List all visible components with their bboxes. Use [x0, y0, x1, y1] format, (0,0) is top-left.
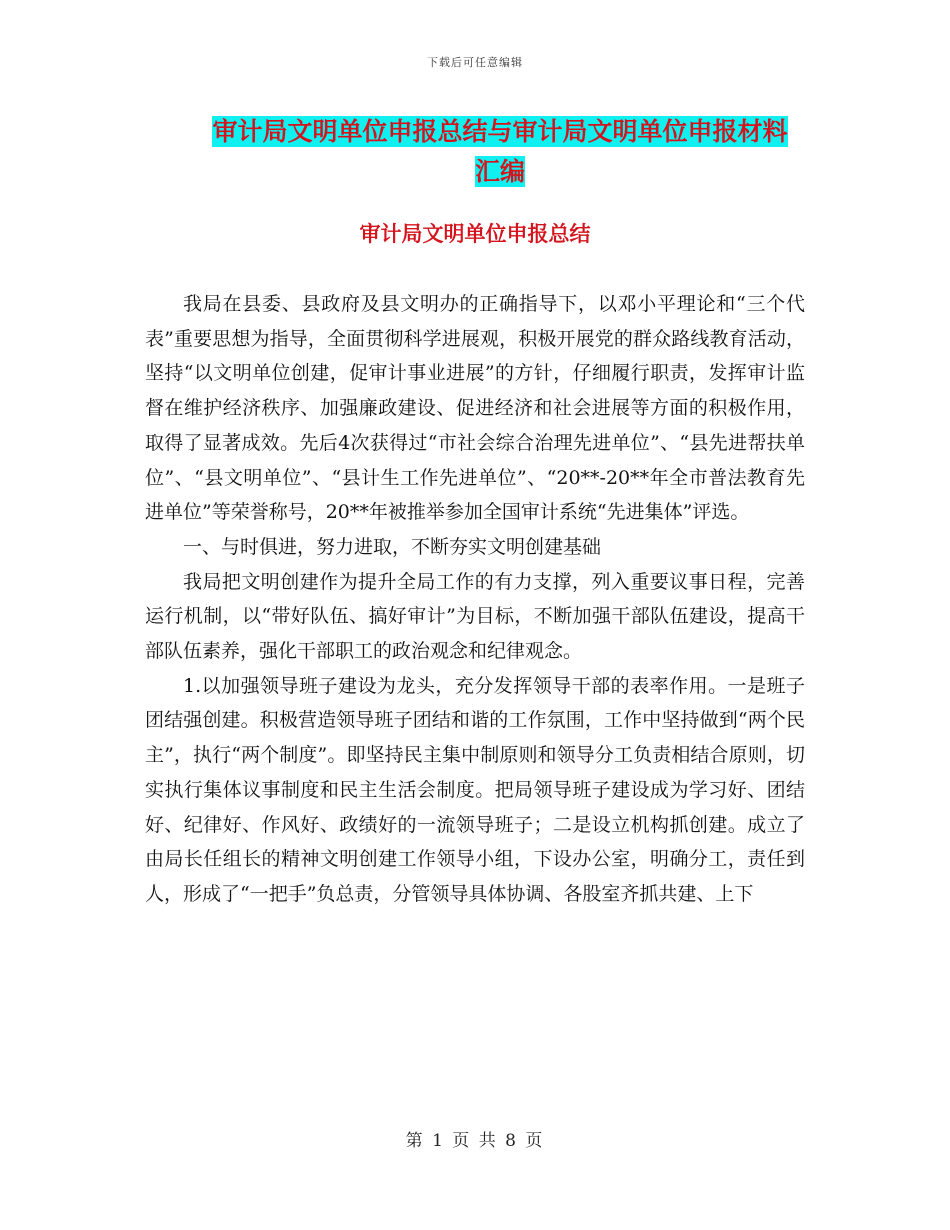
section-heading: 一、与时俱进，努力进取，不断夯实文明创建基础 — [183, 535, 602, 558]
title-line-2: 汇编 — [474, 157, 525, 186]
body-text — [145, 287, 805, 912]
paragraph: 1.以加强领导班子建设为龙头，充分发挥领导干部的表率作用。一是班子团结强创建。积极营造领导班子团结和谐的工作氛围，工作中坚持做到“两个民主”，执行“两个制度”。即坚持民主集中制原则和领导分工负责相结合原则，切实执行集体议事制度和民主生活会制度。把局领导班子建设成为学习好、团结好、纪律好、作风好、政绩好的一流领导班子；二是设立机构抓创建。成立了由局长任组长的精神文明创建工作领导小组，下设办公室，明确分工，责任到人，形成了“一把手”负总责，分管领导具体协调、各股室齐抓共建、上下 — [145, 674, 805, 905]
page-number: 第 1 页 共 8 页 — [405, 1131, 545, 1151]
title-line-1: 审计局文明单位申报总结与审计局文明单位申报材料 — [212, 117, 788, 146]
header-note: 下载后可任意编辑 — [427, 56, 523, 69]
document-subtitle: 审计局文明单位申报总结 — [359, 222, 591, 246]
paragraph: 我局把文明创建作为提升全局工作的有力支撑，列入重要议事日程，完善运行机制，以“带好队伍、搞好审计”为目标，不断加强干部队伍建设，提高干部队伍素养，强化干部职工的政治观念和纪律观念。 — [145, 570, 805, 663]
document-title — [195, 112, 805, 192]
paragraph: 我局在县委、县政府及县文明办的正确指导下，以邓小平理论和“三个代表”重要思想为指导，全面贯彻科学进展观，积极开展党的群众路线教育活动，坚持“以文明单位创建，促审计事业进展”的方针，仔细履行职责，发挥审计监督在维护经济秩序、加强廉政建设、促进经济和社会进展等方面的积极作用，取得了显著成效。先后4次获得过“市社会综合治理先进单位”、“县先进帮扶单位”、“县文明单位”、“县计生工作先进单位”、“20**-20**年全市普法教育先进单位”等荣誉称号，20**年被推举参加全国审计系统“先进集体”评选。 — [145, 293, 805, 524]
